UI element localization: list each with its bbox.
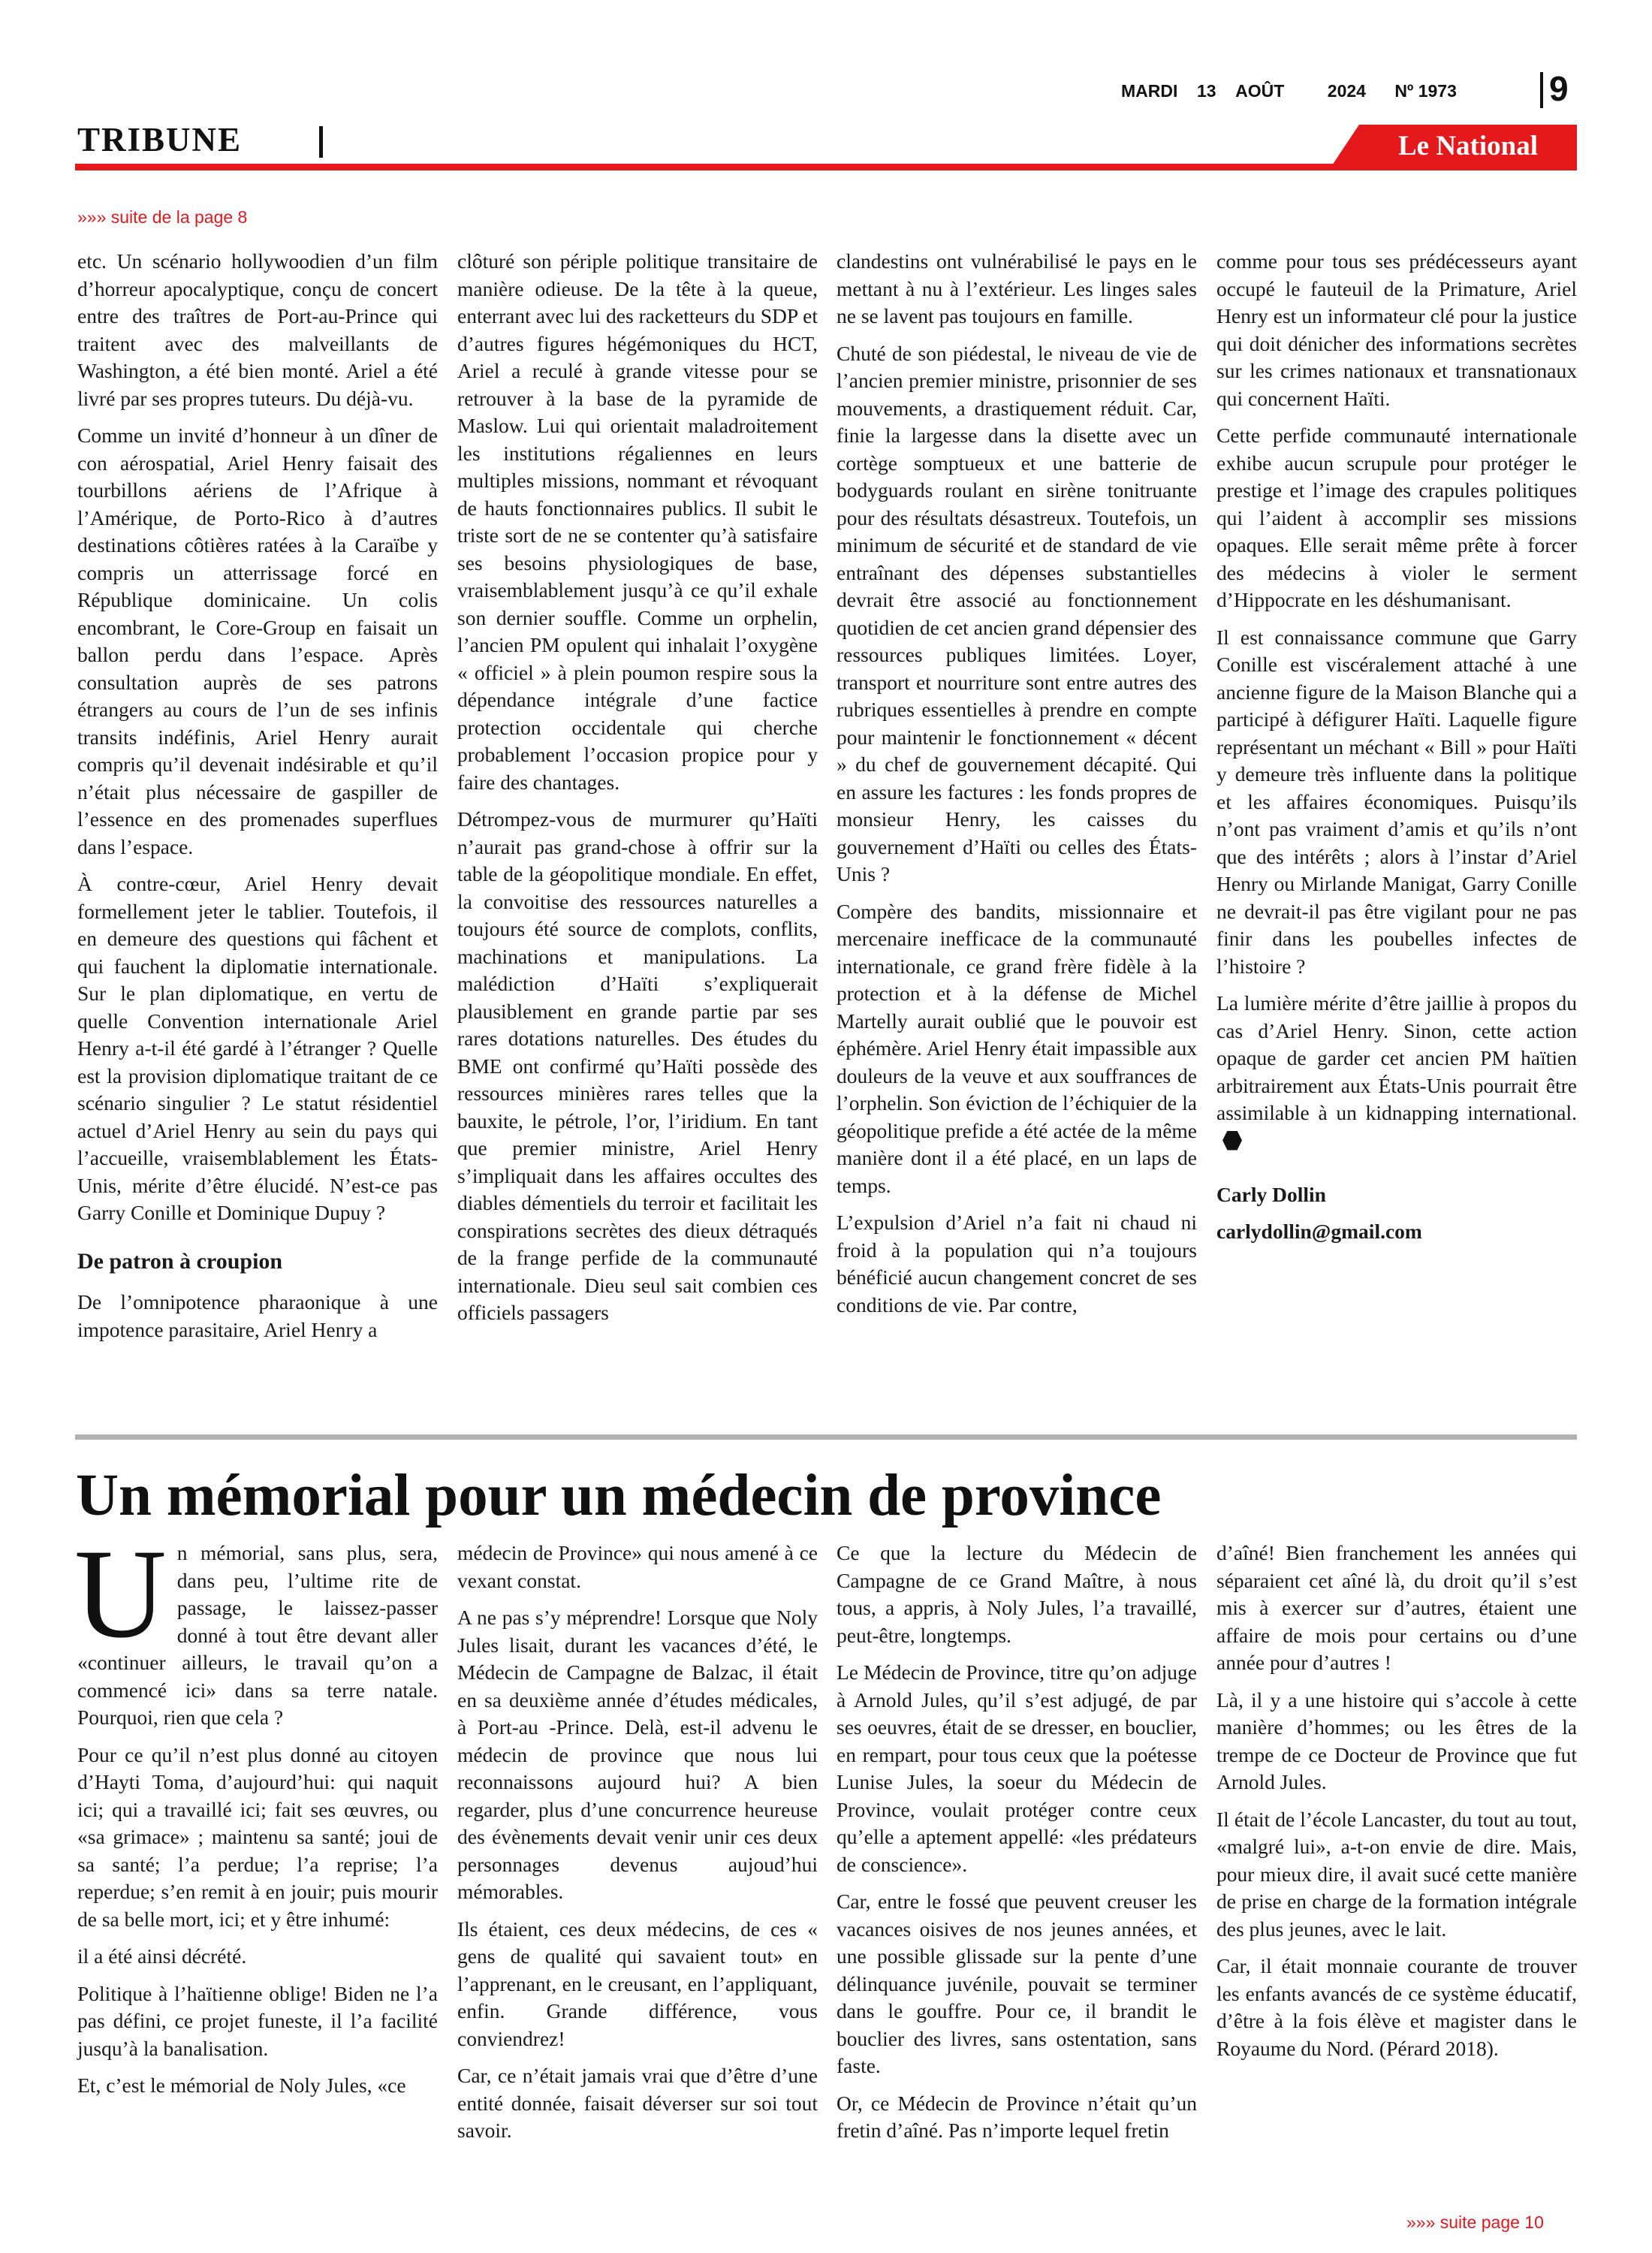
paragraph: Car, il était monnaie courante de trouver les enfants avancés de ce système éducatif, d’être à la fois élève et magister dans le Royaume du Nord. (Pérard 2018).: [1216, 1954, 1577, 2060]
page-number: 9: [1549, 69, 1569, 108]
paragraph: Comme un invité d’honneur à un dîner de con aérospatial, Ariel Henry faisait des tourbillons aériens de l’Afrique à l’Amérique, de Porto-Rico à d’autres destinations côtières ratées à la Caraïbe y compris un atterrissage forcé en République dominicaine. Un colis encombrant, le Core-Group en faisait un ballon perdu dans l’espace. Après consultation auprès de ses patrons étrangers au cours de l’un de ses infinis transits indéfinis, Ariel Henry aurait compris qu’il devenait indésirable et qu’il n’était plus nécessaire de gaspiller de l’essence en des promenades superflues dans l’espace.: [77, 424, 438, 858]
continued-from-label: »»» suite de la page 8: [77, 207, 248, 227]
paragraph: médecin de Province» qui nous amené à ce vexant constat.: [457, 1541, 818, 1592]
article1-column-2: [457, 248, 818, 1337]
paragraph: Politique à l’haïtienne oblige! Biden ne l’a pas défini, ce projet funeste, il l’a facilité jusqu’à la banalisation.: [77, 1981, 438, 2060]
paragraph: Ils étaient, ces deux médecins, de ces « gens de qualité qui savaient tout» en l’apprenant, en le creusant, en l’appliquant, enfin. Grande différence, vous conviendrez!: [457, 1917, 818, 2050]
paragraph: Ce que la lecture du Médecin de Campagne de ce Grand Maître, à nous tous, a appris, à Noly Jules, l’a travaillé, peut-être, longtemps.: [837, 1541, 1197, 1647]
paragraph: Il était de l’école Lancaster, du tout au tout, «malgré lui», a-t-on envie de dire. Mais, pour mieux dire, il avait sucé cette manière de prise en charge de la formation intégrale des plus jeunes, avec le lait.: [1216, 1807, 1577, 1941]
dateline: [1121, 81, 1457, 101]
end-of-article-icon: [1222, 1131, 1242, 1151]
section-divider: [319, 126, 323, 158]
article-separator: [75, 1434, 1577, 1440]
paragraph: Cette perfide communauté internationale exhibe aucun scrupule pour protéger le prestige et l’image des crapules politiques qui l’aident à accomplir ses missions opaques. Elle serait même prête à forcer des médecins à violer le serment d’Hippocrate en les déshumanisant.: [1216, 424, 1577, 611]
article1-column-1: [77, 248, 438, 1353]
paragraph: À contre-cœur, Ariel Henry devait formellement jeter le tablier. Toutefois, il en demeure des questions qui fâchent et qui fauchent la diplomatie internationale. Sur le plan diplomatique, en vertu de quelle Convention internationale Ariel Henry a-t-il été gardé à l’étranger ? Quelle est la provision diplomatique traitant de ce scénario singulier ? Le statut résidentiel actuel d’Ariel Henry au sein du pays qui l’accueille, vraisemblablement les États-Unis, mérite d’être élucidé. N’est-ce pas Garry Conille et Dominique Dupuy ?: [77, 872, 438, 1224]
paragraph: A ne pas s’y méprendre! Lorsque que Noly Jules lisait, durant les vacances d’été, le Médecin de Campagne de Balzac, il était en sa deuxième année d’études médicales, à Port-au -Prince. Delà, est-il advenu le médecin de province que nous lui reconnaissons aujourd hui? A bien regarder, plus d’une concurrence heureuse des évènements devait venir unir ces deux personnages devenus aujoud’hui mémorables.: [457, 1606, 818, 1903]
paragraph: De l’omnipotence pharaonique à une impotence parasitaire, Ariel Henry a: [77, 1290, 438, 1341]
continued-to-link[interactable]: »»» suite page 10: [1406, 2212, 1544, 2232]
paragraph: L’expulsion d’Ariel n’a fait ni chaud ni froid à la population qui n’a toujours bénéficié aucun changement concret de ses conditions de vie. Par contre,: [837, 1211, 1197, 1317]
paragraph: clôturé son périple politique transitaire de manière odieuse. De la tête à la queue, enterrant avec lui des racketteurs du SDP et d’autres figures hégémoniques du HCT, Ariel a reculé à grande vitesse pour se retrouver à la base de la pyramide de Maslow. Lui qui orientait maladroitement les institutions régaliennes en leurs multiples missions, nommant et révoquant de hauts fonctionnaires publics. Il subit le triste sort de ne se contenter qu’à satisfaire ses besoins physiologiques de base, vraisemblablement jusqu’à ce qu’il exhale son dernier souffle. Comme un orphelin, l’ancien PM opulent qui inhalait l’oxygène « officiel » à plein poumon respire sous la dépendance intégrale d’une factice protection occidentale qui cherche probablement l’occasion propice pour y faire des chantages.: [457, 249, 818, 794]
year: 2024: [1327, 81, 1366, 101]
paragraph: clandestins ont vulnérabilisé le pays en le mettant à nu à l’extérieur. Les linges sales ne se lavent pas toujours en famille.: [837, 249, 1197, 327]
author-name: Carly Dollin: [1216, 1183, 1326, 1206]
paragraph: Car, ce n’était jamais vrai que d’être d’une entité donnée, faisait déverser sur soi tout savoir.: [457, 2064, 818, 2142]
article2-headline: Un mémorial pour un médecin de province: [76, 1463, 1162, 1528]
article2-column-4: [1216, 1540, 1577, 2072]
drop-cap: U: [74, 1523, 167, 1664]
paragraph: il a été ainsi décrété.: [77, 1944, 247, 1968]
paragraph: comme pour tous ses prédécesseurs ayant occupé le fauteuil de la Primature, Ariel Henry est un informateur clé pour la justice qui doit dénicher des informations secrètes sur les crimes nationaux et transnationaux qui concernent Haïti.: [1216, 249, 1577, 410]
paper-name: Le National: [1397, 131, 1539, 161]
paragraph-final: [1216, 990, 1577, 1154]
weekday: MARDI: [1121, 81, 1178, 101]
article2-column-1: [74, 1523, 438, 2110]
lead-paragraph: [74, 1523, 438, 1732]
paragraph: Or, ce Médecin de Province n’était qu’un fretin d’aîné. Pas n’importe lequel fretin: [837, 2091, 1197, 2142]
article1-column-3: [837, 248, 1197, 1329]
issue-number: Nº 1973: [1394, 81, 1457, 101]
paragraph: Pour ce qu’il n’est plus donné au citoyen d’Hayti Toma, d’aujourd’hui: qui naquit ici; qui a travaillé ici; fait ses œuvres, ou «sa grimace» ; maintenu sa santé; joui de sa santé; l’a perdue; l’a reprise; l’a reperdue; s’en remit à en jouir; puis mourir de sa belle mort, ici; et y être inhumé:: [77, 1742, 438, 1931]
month: AOÛT: [1235, 81, 1285, 101]
paragraph-text: La lumière mérite d’être jaillie à propos du cas d’Ariel Henry. Sinon, cette action opaque de garder cet ancien PM haïtien arbitrairement aux États-Unis pourrait être assimilable à un kidnapping international.: [1216, 991, 1577, 1124]
paragraph: Le Médecin de Province, titre qu’on adjuge à Arnold Jules, qu’il s’est adjugé, de par ses oeuvres, était de se dresser, en bouclier, en rempart, pour tous ceux que la poétesse Lunise Jules, la soeur du Médecin de Province, voulait protéger contre ceux qu’elle a aptement appellé: «les prédateurs de conscience».: [837, 1660, 1197, 1876]
paragraph: Et, c’est le mémorial de Noly Jules, «ce: [77, 2074, 406, 2097]
day: 13: [1196, 81, 1216, 101]
author-email: carlydollin@gmail.com: [1216, 1219, 1422, 1243]
paragraph: Compère des bandits, missionnaire et mercenaire inefficace de la communauté internationale, ce grand frère fidèle à la protection et à la défense de Michel Martelly aurait oublié que le pouvoir est éphémère. Ariel Henry était impassible aux douleurs de la veuve et aux souffrances de l’orphelin. Son éviction de l’échiquier de la géopolitique prefide a été actée de la même manière dont il a été placé, en un laps de temps.: [837, 899, 1197, 1197]
paragraph: Détrompez-vous de murmurer qu’Haïti n’aurait pas grand-chose à offrir sur la table de la géopolitique mondiale. En effet, la convoitise des ressources naturelles a toujours été source de complots, conflits, machinations et manipulations. La malédiction d’Haïti s’expliquerait plausiblement en grande partie par ses rares dotations naturelles. Des études du BME ont confirmé qu’Haïti possède des ressources minières rares telles que la bauxite, le pétrole, l’or, l’iridium. En tant que premier ministre, Ariel Henry s’impliquait dans les affaires occultes des diables démentiels du terroir et facilitait les conspirations secrètes des dieux détraqués de la frange perfide de la communauté internationale. Dieu seul sait combien ces officiels passagers: [457, 807, 818, 1324]
page-number-divider: [1540, 72, 1543, 108]
paragraph: d’aîné! Bien franchement les années qui séparaient cet aîné là, du droit qu’il s’est mis à exercer sur d’autres, étaient une affaire de mois pour certains ou d’une année pour d’autres !: [1216, 1541, 1577, 1674]
paragraph: Il est connaissance commune que Garry Conille est viscéralement attaché à une ancienne figure de la Maison Blanche qui a participé à défigurer Haïti. Laquelle figure représentant un méchant « Bill » pour Haïti y demeure très influente dans la politique et les affaires économiques. Puisqu’ils n’ont pas vraiment d’amis et qu’ils n’ont que des intérêts ; alors à l’instar d’Ariel Henry ou Mirlande Manigat, Garry Conille ne devrait-il pas être vigilant pour ne pas finir dans les poubelles infectes de l’histoire ?: [1216, 625, 1577, 978]
paragraph: etc. Un scénario hollywoodien d’un film d’horreur apocalyptique, conçu de concert entre des traîtres de Port-au-Prince qui traitent avec des malveillants de Washington, a été bien monté. Ariel a été livré par ses propres tuteurs. Du déjà-vu.: [77, 249, 438, 410]
paragraph-text: n mémorial, sans plus, sera, dans peu, l’ultime rite de passage, le laissez-passer donné à tout être devant aller «continuer ailleurs, le travail qu’on a commencé ici» dans sa terre natale. Pourquoi, rien que cela ?: [77, 1541, 438, 1729]
article2-column-3: [837, 1540, 1197, 2155]
section-title: TRIBUNE: [77, 121, 243, 158]
subheading: De patron à croupion: [77, 1248, 283, 1274]
paragraph: Chuté de son piédestal, le niveau de vie de l’ancien premier ministre, prisonnier de ses mouvements, a drastiquement réduit. Car, finie la largesse dans la disette avec un cortège somptueux et une batterie de bodyguards roulant en sirène tonitruante pour des résultats désastreux. Toutefois, un minimum de sécurité et de standard de vie entraînant des dépenses substantielles devrait être associé au fonctionnement quotidien de cet ancien grand dépensier des ressources publiques limitées. Loyer, transport et nourriture sont entre autres des rubriques essentielles à prendre en compte pour maintenir le fonctionnement « décent » du chef de gouvernement décapité. Qui en assure les factures : les fonds propres de monsieur Henry, les caisses du gouvernement d’Haïti ou celles des États-Unis ?: [837, 341, 1197, 885]
paragraph: Là, il y a une histoire qui s’accole à cette manière d’hommes; ou les êtres de la trempe de ce Docteur de Province que fut Arnold Jules.: [1216, 1687, 1577, 1793]
article1-column-4: [1216, 248, 1577, 1245]
paragraph: Car, entre le fossé que peuvent creuser les vacances oisives de nos jeunes années, et une possible glissade sur la pente d’une délinquance juvénile, pouvait se terminer dans le gouffre. Pour ce, il brandit le bouclier des livres, sans ostentation, sans faste.: [837, 1890, 1197, 2077]
article2-column-2: [457, 1540, 818, 2155]
